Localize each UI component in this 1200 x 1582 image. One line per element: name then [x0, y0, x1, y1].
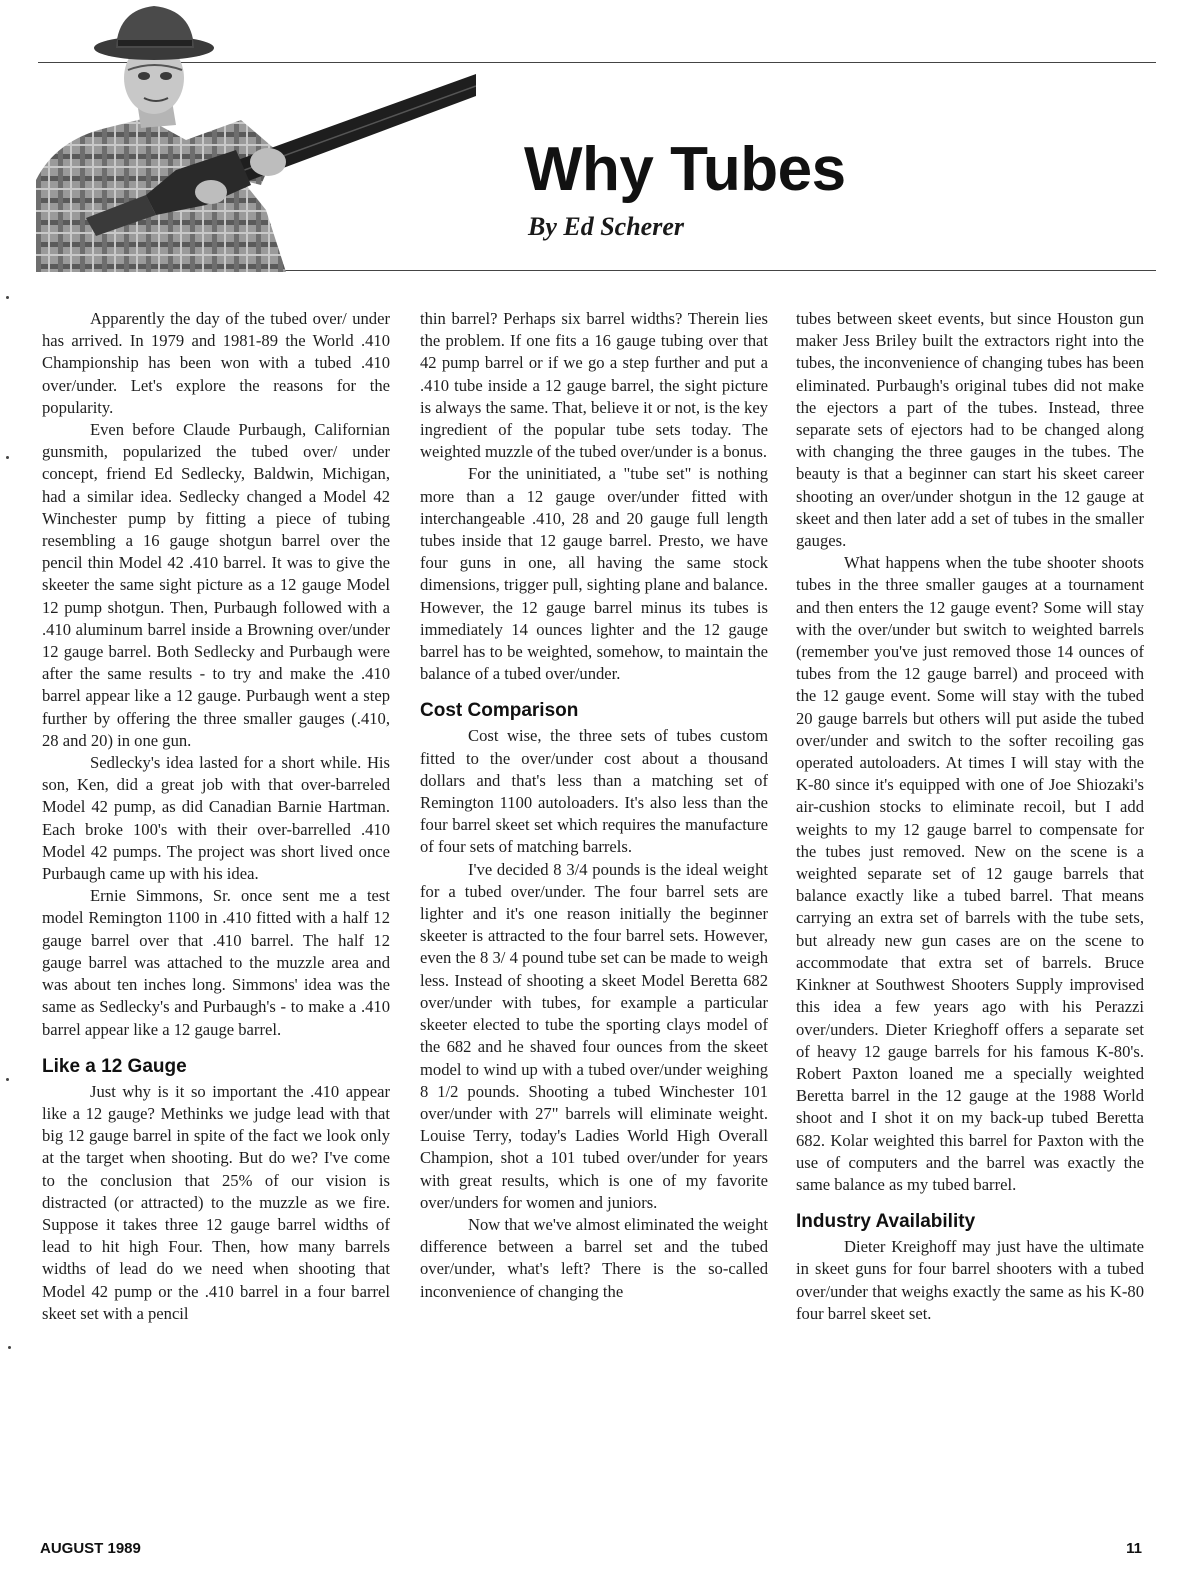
paragraph: For the uninitiated, a "tube set" is nothing more than a 12 gauge over/under fitted with interchangeable .410, 28 and 20 gauge full length tubes inside that 12 gauge barrel. Presto, we have four guns in one, all having the same stock dimensions, trigger pull, sighting plane and balance. However, the 12 gauge barrel minus its tubes is immediately 14 ounces lighter and the 12 gauge barrel has to be weighted, somehow, to maintain the balance of a tubed over/under.: [420, 464, 768, 684]
scan-speck: [6, 1078, 9, 1081]
issue-date: AUGUST 1989: [40, 1540, 141, 1557]
author-photo: [36, 0, 476, 272]
paragraph: Now that we've almost eliminated the weight difference between a barrel set and the tubed over/under, what's left? There is the so-called inconvenience of changing the: [420, 1214, 768, 1301]
paragraph: Ernie Simmons, Sr. once sent me a test model Remington 1100 in .410 fitted with a half 12 gauge barrel over that .410 barrel. The half 12 gauge barrel was attached to the muzzle area and was about ten inches long. Simmons' idea was the same as Sedlecky's and Purbaugh's - to make a .410 barrel appear like a 12 gauge barrel.: [42, 886, 390, 1039]
paragraph: Apparently the day of the tubed over/ under has arrived. In 1979 and 1981-89 the World .410 Championship has been won with a tubed .410 over/under. Let's explore the reasons for the popularity.: [42, 309, 390, 417]
scan-speck: [6, 296, 9, 299]
column-3: [796, 308, 1144, 1325]
scan-speck: [8, 1346, 11, 1349]
paragraph: What happens when the tube shooter shoots tubes in the three smaller gauges at a tournament and then enters the 12 gauge event? Some will stay with the over/under but switch to weighted barrels (remember you've just removed those 14 ounces of tubes from the 12 gauge barrel) and proceed with the 12 gauge event. Some will stay with the tubed 20 gauge barrels but others will put aside the tubed over/under and switch to the softer recoiling gas operated autoloaders. At times I will stay with the K-80 since it's equipped with one of Joe Shiozaki's air-cushion stocks to eliminate recoil, but I add weights to my 12 gauge barrel to compensate for the tubes just removed. New on the scene is a weighted separate set of 12 gauge barrels that balance exactly like a tubed barrel. That means carrying an extra set of barrels with the tube sets, but already new gun cases are on the scene to accommodate that extra set of barrels. Bruce Kinkner at Southwest Shooters Supply improvised this idea a few years ago with his Perazzi over/unders. Dieter Krieghoff offers a separate set of heavy 12 gauge barrels for his famous K-80's. Robert Paxton loaned me a specially weighted Beretta barrel in the 12 gauge at the 1988 World shoot and I shot it on my back-up tubed Beretta 682. Kolar weighted this barrel for Paxton with the use of computers and the barrel was exactly the same balance as my tubed barrel.: [796, 553, 1144, 1194]
article-title: Why Tubes: [524, 135, 846, 204]
page-number: 11: [1126, 1540, 1142, 1557]
section-heading: Cost Comparison: [420, 700, 579, 722]
paragraph: I've decided 8 3/4 pounds is the ideal weight for a tubed over/under. The four barrel sets are lighter and it's one reason initially the beginner skeeter is attracted to the four barrel sets. However, even the 8 3/ 4 pound tube set can be made to weigh less. Instead of shooting a skeet Model Beretta 682 over/under with tubes, for example a particular skeeter elected to tube the sporting clays model of the 682 and he shaved four ounces from the skeet model to wind up with a tubed over/under weighing 8 1/2 pounds. Shooting a tubed Winchester 101 over/under with 27" barrels will eliminate weight. Louise Terry, today's Ladies World High Overall Champion, shot a 101 tubed over/under for years with great results, which is one of my favorite over/unders for women and juniors.: [420, 859, 768, 1212]
paragraph: Even before Claude Purbaugh, Californian gunsmith, popularized the tubed over/ under concept, friend Ed Sedlecky, Baldwin, Michigan, had a similar idea. Sedlecky changed a Model 42 Winchester pump by fitting a piece of tubing resembling a 16 gauge shotgun barrel over the pencil thin Model 42 .410 barrel. It was to give the skeeter the same sight picture as a 12 gauge Model 12 pump shotgun. Then, Purbaugh followed with a .410 aluminum barrel inside a Browning over/under 12 gauge barrel. Both Sedlecky and Purbaugh were after the same results - to try and make the .410 barrel appear like a 12 gauge. Purbaugh went a step further by offering the three smaller gauges (.410, 28 and 20) in one gun.: [42, 420, 390, 750]
paragraph: Just why is it so important the .410 appear like a 12 gauge? Methinks we judge lead with that big 12 gauge barrel in spite of the fact we look only at the target when shooting. But do we? I've come to the conclusion that 25% of our vision is distracted (or attracted) to the muzzle as we fire. Suppose it takes three 12 gauge barrel widths of lead to hit high Four. Then, how many barrels widths of lead do we need when shooting that Model 42 pump or the .410 barrel in a four barrel skeet set with a pencil: [42, 1081, 390, 1323]
paragraph: Dieter Kreighoff may just have the ultimate in skeet guns for four barrel shooters with a tubed over/under that weighs exactly the same as his K-80 four barrel skeet set.: [796, 1237, 1144, 1323]
section-heading: Like a 12 Gauge: [42, 1055, 187, 1077]
section-heading: Industry Availability: [796, 1211, 976, 1233]
paragraph: thin barrel? Perhaps six barrel widths? Therein lies the problem. If one fits a 16 gauge tubing over that 42 pump barrel or if we go a step further and put a .410 tube inside a 12 gauge barrel, the sight picture is always the same. That, believe it or not, is the key ingredient of the popular tube sets today. The weighted muzzle of the tubed over/under is a bonus.: [420, 309, 768, 462]
paragraph: Cost wise, the three sets of tubes custom fitted to the over/under cost about a thousand dollars and that's less than a matching set of Remington 1100 autoloaders. It's also less than the four barrel skeet set which requires the manufacture of four sets of matching barrels.: [420, 726, 768, 857]
article-byline: By Ed Scherer: [528, 212, 684, 241]
paragraph: tubes between skeet events, but since Houston gun maker Jess Briley built the extractors right into the tubes, the inconvenience of changing tubes has been eliminated. Purbaugh's original tubes did not make the ejectors a part of the tubes. Instead, three separate sets of ejectors had to be changed along with changing the three gauges in the tubes. The beauty is that a beginner can start his skeet career shooting an over/under shotgun in the 12 gauge at skeet and then later add a set of tubes in the smaller gauges.: [796, 309, 1144, 551]
paragraph: Sedlecky's idea lasted for a short while. His son, Ken, did a great job with that over-barreled Model 42 pump, as did Canadian Barnie Hartman. Each broke 100's with their over-barrelled .410 Model 42 pumps. The project was short lived once Purbaugh came up with his idea.: [42, 753, 390, 884]
scan-speck: [6, 456, 9, 459]
column-1: [42, 308, 390, 1325]
column-2: [420, 308, 768, 1303]
